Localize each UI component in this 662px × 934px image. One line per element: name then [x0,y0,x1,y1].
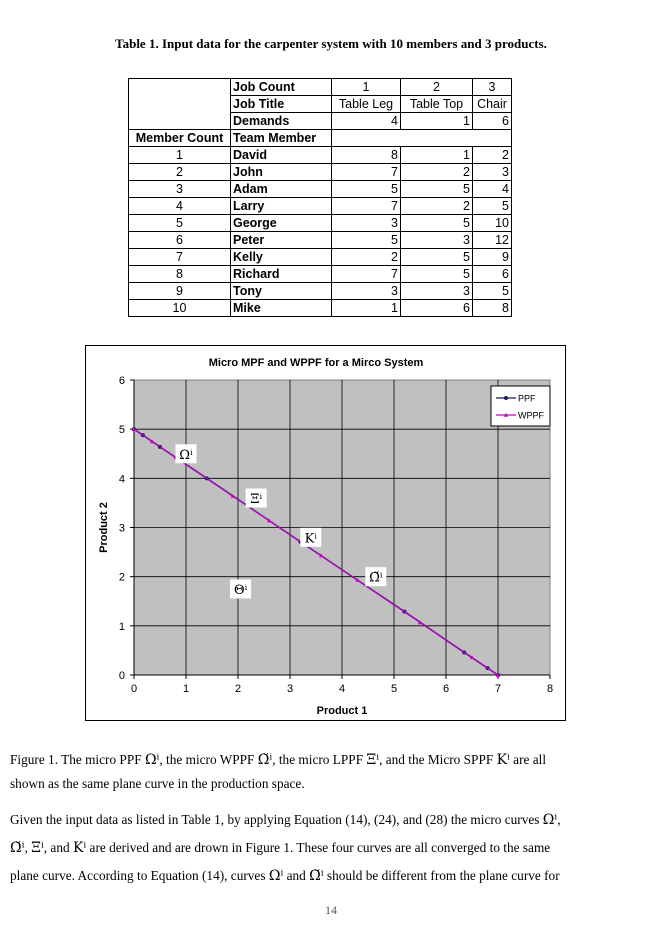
job-title-cell: Table Top [401,96,473,113]
member-name-cell: John [231,164,332,181]
table-leg-cell: 3 [332,215,401,232]
member-count-cell: 5 [129,215,231,232]
member-count-cell: 3 [129,181,231,198]
table-row [129,96,512,113]
caption-text: , the micro WPPF [159,752,258,767]
table-top-cell: 2 [401,198,473,215]
kappa-symbol: Kⁱ [72,840,87,856]
paragraph-text: , [557,812,561,827]
member-name-cell: Peter [231,232,332,249]
table-row [129,130,512,147]
table-row [129,300,512,317]
job-count-cell: 2 [401,79,473,96]
member-name-cell: Larry [231,198,332,215]
xi-symbol: Ξⁱ [31,840,44,856]
body-paragraph [10,806,652,890]
legend-marker [504,396,508,400]
table-top-cell: 3 [401,283,473,300]
x-tick-label: 1 [182,683,190,695]
member-count-cell: 10 [129,300,231,317]
demand-cell: 1 [401,113,473,130]
table-row [129,181,512,198]
member-count-cell: 1 [129,147,231,164]
job-count-label: Job Count [231,79,332,96]
table-leg-cell: 7 [332,266,401,283]
omega-symbol: Ωⁱ [542,812,558,828]
y-tick-label: 4 [118,473,125,486]
team-member-label: Team Member [231,130,332,147]
table-leg-cell: 8 [332,147,401,164]
table-leg-cell: 5 [332,181,401,198]
xi-symbol: Ξⁱ [366,752,380,768]
member-name-cell: Adam [231,181,332,198]
caption-text: , the micro LPPF [272,752,367,767]
x-tick-label: 5 [390,683,398,695]
y-tick-label: 5 [118,424,125,437]
job-title-label: Job Title [231,96,332,113]
annotation-label: Ωⁱ [179,447,193,463]
member-count-label: Member Count [129,130,231,147]
job-title-cell: Table Leg [332,96,401,113]
input-data-table [128,78,512,317]
table-row [129,232,512,249]
paragraph-text: plane curve. According to Equation (14), curves [10,868,269,883]
table-leg-cell: 7 [332,164,401,181]
annotation-label: Ξⁱ [250,492,263,507]
chair-cell: 9 [473,249,512,266]
member-count-cell: 9 [129,283,231,300]
table-row [129,79,512,96]
figure-caption [10,748,650,796]
table-leg-cell: 2 [332,249,401,266]
caption-text: Figure 1. The micro PPF [10,752,145,767]
x-tick-label: 4 [338,683,346,695]
x-tick-label: 6 [442,683,450,695]
omega-symbol: Ωⁱ [144,752,160,768]
member-name-cell: Richard [231,266,332,283]
table-row [129,283,512,300]
table-row [129,113,512,130]
y-axis-label: Product 2 [98,502,110,553]
x-tick-label: 0 [130,683,138,695]
x-tick-label: 8 [546,683,554,695]
table-top-cell: 5 [401,181,473,198]
table-leg-cell: 3 [332,283,401,300]
table-top-cell: 1 [401,147,473,164]
chair-cell: 5 [473,198,512,215]
omega-breve-symbol: Ω̆ⁱ [257,752,273,768]
caption-text: shown as the same plane curve in the production space. [10,776,305,791]
table-row [129,198,512,215]
member-name-cell: Tony [231,283,332,300]
member-count-cell: 4 [129,198,231,215]
y-tick-label: 0 [118,670,125,682]
x-axis-label: Product 1 [316,705,368,717]
demand-cell: 6 [473,113,512,130]
paragraph-text: should be different from the plane curve for [323,868,560,883]
chair-cell: 6 [473,266,512,283]
paragraph-text: , [24,840,32,855]
mpf-wppf-chart [85,345,566,721]
table-top-cell: 2 [401,164,473,181]
chart-title: Micro MPF and WPPF for a Mirco System [208,357,424,369]
y-tick-label: 6 [118,375,125,387]
chair-cell: 12 [473,232,512,249]
y-tick-label: 2 [118,571,125,584]
paragraph-text: Given the input data as listed in Table 1, by applying Equation (14), (24), and (28) the micro curves [10,812,543,827]
annotation-label: Ω̆ⁱ [369,570,383,586]
caption-text: are all [509,752,547,767]
demand-cell: 4 [332,113,401,130]
chair-cell: 8 [473,300,512,317]
chair-cell: 10 [473,215,512,232]
chair-cell: 5 [473,283,512,300]
member-count-cell: 8 [129,266,231,283]
legend-entry: PPF [518,393,536,404]
table-top-cell: 6 [401,300,473,317]
chair-cell: 3 [473,164,512,181]
caption-text: , and the Micro SPPF [379,752,497,767]
y-tick-label: 1 [118,620,125,633]
omega-symbol: Ωⁱ [268,868,284,884]
table-top-cell: 5 [401,266,473,283]
member-name-cell: George [231,215,332,232]
x-tick-label: 7 [494,683,502,695]
omega-breve-symbol: Ω̆ⁱ [10,840,25,856]
job-count-cell: 1 [332,79,401,96]
table-row [129,215,512,232]
annotation-label: Kⁱ [304,531,317,547]
table-row [129,249,512,266]
y-tick-label: 3 [118,522,125,535]
table-top-cell: 3 [401,232,473,249]
member-name-cell: Kelly [231,249,332,266]
table-leg-cell: 5 [332,232,401,249]
page-number: 14 [325,903,337,917]
member-name-cell: David [231,147,332,164]
table-top-cell: 5 [401,215,473,232]
table-row [129,164,512,181]
chair-cell: 4 [473,181,512,198]
x-tick-label: 2 [234,683,242,695]
paragraph-text: , and [43,840,73,855]
paragraph-text: and [283,868,310,883]
chair-cell: 2 [473,147,512,164]
job-title-cell: Chair [473,96,512,113]
table-leg-cell: 7 [332,198,401,215]
member-count-cell: 2 [129,164,231,181]
member-count-cell: 6 [129,232,231,249]
table-title: Table 1. Input data for the carpenter system with 10 members and 3 products. [115,36,547,51]
table-leg-cell: 1 [332,300,401,317]
omega-breve-symbol: Ω̆ⁱ [309,868,324,884]
member-name-cell: Mike [231,300,332,317]
demands-label: Demands [231,113,332,130]
table-top-cell: 5 [401,249,473,266]
paragraph-text: are derived and are drown in Figure 1. These four curves are all converged to the same [86,840,551,855]
x-tick-label: 3 [286,683,294,695]
kappa-symbol: Kⁱ [496,752,510,768]
job-count-cell: 3 [473,79,512,96]
member-count-cell: 7 [129,249,231,266]
table-row [129,266,512,283]
annotation-label: Θⁱ [233,582,248,598]
legend-entry: WPPF [518,410,544,421]
table-row [129,147,512,164]
